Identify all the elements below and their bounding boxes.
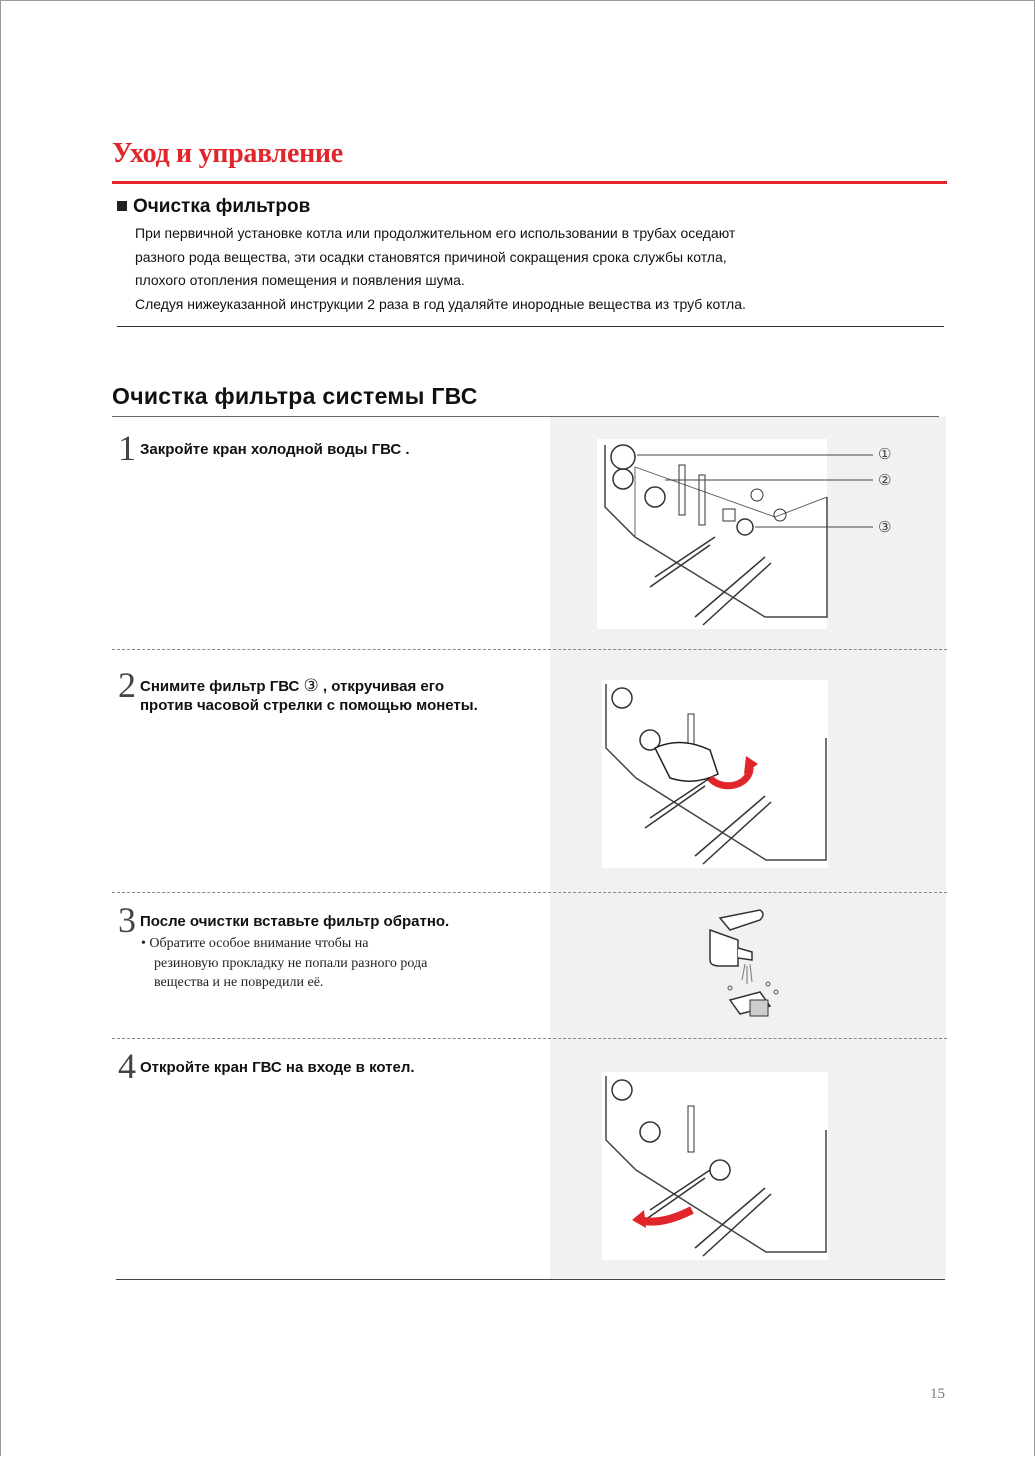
bottom-rule xyxy=(116,1279,945,1280)
step-text: Откройте кран ГВС на входе в котел. xyxy=(140,1059,415,1076)
intro-line: Следуя нижеуказанной инструкции 2 раза в год удаляйте инородные вещества из труб котла. xyxy=(135,295,746,312)
callout-1: ① xyxy=(878,445,892,463)
filter-removal-illustration xyxy=(600,678,830,873)
step-number: 2 xyxy=(118,665,136,705)
step-4 xyxy=(118,1048,415,1084)
page-number: 15 xyxy=(930,1386,945,1402)
boiler-valves-illustration xyxy=(595,437,905,637)
step-text: Закройте кран холодной воды ГВС . xyxy=(140,441,410,458)
step-divider xyxy=(112,1038,947,1039)
step-divider xyxy=(112,649,947,650)
step-text: После очистки вставьте фильтр обратно. xyxy=(140,913,450,930)
square-bullet-icon xyxy=(117,201,127,211)
note-line: вещества и не повредили её. xyxy=(154,975,324,990)
step-2-line2: против часовой стрелки с помощью монеты. xyxy=(140,697,478,714)
intro-line: При первичной установке котла или продолжительном его использовании в трубах оседают xyxy=(135,225,736,241)
filter-marker: ③ xyxy=(303,676,319,696)
page-title: Уход и управление xyxy=(112,138,343,169)
title-underline xyxy=(112,181,947,184)
step-text: , откручивая его xyxy=(318,678,444,695)
step-number: 4 xyxy=(118,1046,136,1086)
step-1 xyxy=(118,430,410,466)
step-number: 3 xyxy=(118,900,136,940)
intro-paragraph xyxy=(135,222,746,316)
intro-line: плохого отопления помещения и появления шума. xyxy=(135,272,465,288)
step-text: Снимите фильтр ГВС xyxy=(140,678,304,695)
note-line: резиновую прокладку не попали разного рода xyxy=(154,955,428,971)
step-divider xyxy=(112,892,947,893)
note-line: • Обратите особое внимание чтобы на xyxy=(141,936,369,951)
step-3-note xyxy=(141,934,427,993)
open-valve-illustration xyxy=(600,1070,830,1265)
step-number: 1 xyxy=(118,428,136,468)
filter-rinse-illustration xyxy=(690,900,800,1025)
step-3 xyxy=(118,902,449,938)
section-divider xyxy=(117,326,944,327)
callout-2: ② xyxy=(878,471,892,489)
intro-line: разного рода вещества, эти осадки становятся причиной сокращения срока службы котла, xyxy=(135,248,727,265)
filters-heading-text: Очистка фильтров xyxy=(133,196,311,217)
filters-heading xyxy=(117,196,310,218)
dhw-heading: Очистка фильтра системы ГВС xyxy=(112,383,478,409)
callout-3: ③ xyxy=(878,518,892,536)
